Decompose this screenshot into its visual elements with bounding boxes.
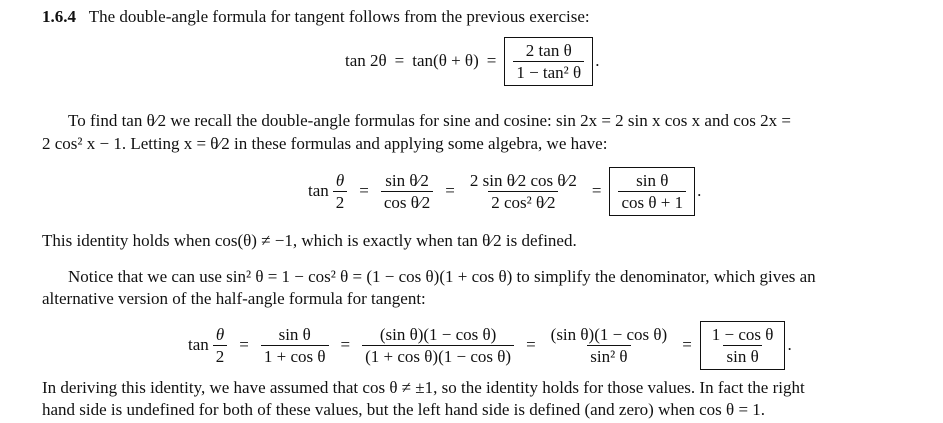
section-heading (42, 7, 590, 27)
eq1-boxed-result (504, 37, 593, 86)
eq1-denominator: 1 − tan² θ (513, 61, 584, 82)
eq3-fraction-3: $\frac{\text{(sin θ)(1 − cos θ)}}{\text{sin² θ}}$ (550, 324, 668, 366)
eq3-fraction-4: $\frac{\text{1 − cos θ}}{\text{sin θ}}$ (711, 324, 774, 366)
eq3-boxed-result (700, 321, 786, 370)
eq2-boxed-result (609, 167, 695, 216)
equation-half-angle-tangent-1: tan $\frac{\theta}{2}$ = $\frac{\text{sin θ⁄2}}{\text{cos θ⁄2}}$ = $\frac{\text{2 sin θ⁄2 cos θ⁄2}}{\text{2 cos² θ⁄2}}$ = $\frac{\text{sin θ}}{\text{cos θ + 1}}$ . (308, 167, 701, 215)
eq2-fraction-1: $\frac{\text{sin θ⁄2}}{\text{cos θ⁄2}}$ (381, 171, 433, 212)
eq3-lhs-fraction: $\frac{\theta}{2}$ (213, 325, 228, 366)
paragraph-3-line-2: alternative version of the half-angle formula for tangent: (42, 289, 426, 308)
section-number: 1.6.4 (42, 7, 76, 26)
eq1-mid: tan(θ + θ) (412, 51, 479, 70)
paragraph-4-line-1: In deriving this identity, we have assumed that cos θ ≠ ±1, so the identity holds for those values. In fact the right (42, 378, 805, 397)
eq3-fraction-1: $\frac{\text{sin θ}}{\text{1 + cos θ}}$ (261, 325, 329, 366)
paragraph-4-line-2: hand side is undefined for both of these values, but the left hand side is defined (and zero) when cos θ = 1. (42, 400, 766, 419)
eq3-fraction-2: $\frac{\text{(sin θ)(1 − cos θ)}}{\text{(1 + cos θ)(1 − cos θ)}}$ (362, 325, 514, 366)
eq2-fraction-3: $\frac{\text{sin θ}}{\text{cos θ + 1}}$ (618, 171, 686, 212)
eq1-fraction (513, 41, 584, 82)
eq2-lhs-fraction: $\frac{\theta}{2}$ (333, 171, 348, 212)
paragraph-3-line-1: Notice that we can use sin² θ = 1 − cos² θ = (1 − cos θ)(1 + cos θ) to simplify the denominator, which gives an (68, 267, 816, 286)
eq3-lhs-fn: tan (188, 335, 209, 354)
paragraph-1-line-1: To find tan θ⁄2 we recall the double-angle formulas for sine and cosine: sin 2x = 2 sin x cos x and cos 2x = (68, 111, 791, 130)
paragraph-2: This identity holds when cos(θ) ≠ −1, which is exactly when tan θ⁄2 is defined. (42, 231, 577, 250)
paragraph-1-line-2: 2 cos² x − 1. Letting x = θ⁄2 in these formulas and applying some algebra, we have: (42, 134, 608, 153)
equation-double-angle-tangent: tan 2θ = tan(θ + θ) = $\frac{\text{2 tan θ}}{\text{1 − tan² θ}}$ . (345, 36, 599, 86)
eq1-numerator: 2 tan θ (525, 40, 572, 60)
eq2-fraction-2: $\frac{\text{2 sin θ⁄2 cos θ⁄2}}{\text{2 cos² θ⁄2}}$ (469, 170, 577, 212)
section-intro: The double-angle formula for tangent follows from the previous exercise: (88, 7, 590, 26)
equation-half-angle-tangent-2: tan $\frac{\theta}{2}$ = $\frac{\text{sin θ}}{\text{1 + cos θ}}$ = $\frac{\text{(sin θ)(1 − cos θ)}}{\text{(1 + cos θ)(1 − cos θ)}}$ = $\frac{\text{(sin θ)(1 − cos θ)}}{\text{sin² θ}}$ = $\frac{\text{1 − cos θ}}{\text{sin θ}}$ . (188, 320, 792, 370)
eq2-lhs-fn: tan (308, 181, 329, 200)
eq1-lhs: tan 2θ (345, 51, 387, 70)
